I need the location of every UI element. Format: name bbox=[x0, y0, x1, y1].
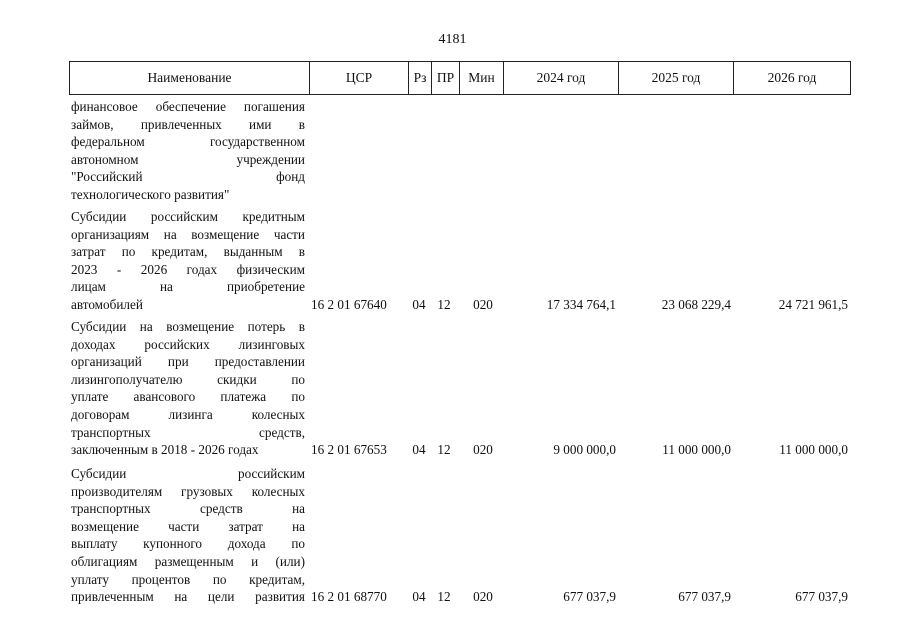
row-name-line: лизингополучателю скидки по bbox=[71, 371, 305, 387]
row-name bbox=[71, 318, 305, 459]
table-row bbox=[69, 465, 851, 607]
row-name-line: доходах российских лизинговых bbox=[71, 336, 305, 352]
header-pr: ПР bbox=[432, 62, 460, 94]
row-name-line: автономном учреждении bbox=[71, 151, 305, 167]
row-name-line: заключенным в 2018 - 2026 годах bbox=[71, 442, 259, 458]
header-name: Наименование bbox=[70, 62, 310, 94]
row-2026: 11 000 000,0 bbox=[779, 442, 848, 457]
row-2026: 24 721 961,5 bbox=[778, 297, 848, 312]
row-name-line: производителям грузовых колесных bbox=[71, 483, 305, 499]
row-name bbox=[71, 208, 305, 314]
header-2024: 2024 год bbox=[504, 62, 619, 94]
row-name bbox=[71, 98, 305, 204]
row-name-line: лицам на приобретение bbox=[71, 279, 305, 295]
row-name-line: Субсидии российским кредитным bbox=[71, 209, 305, 224]
row-csr: 16 2 01 67640 bbox=[311, 297, 387, 312]
row-name-line: привлеченным на цели развития bbox=[71, 589, 305, 605]
row-pr: 12 bbox=[437, 589, 451, 604]
row-min: 020 bbox=[473, 297, 493, 312]
row-min: 020 bbox=[473, 589, 493, 604]
row-name-line: возмещение части затрат на bbox=[71, 518, 305, 534]
header-min: Мин bbox=[460, 62, 504, 94]
header-csr: ЦСР bbox=[310, 62, 409, 94]
row-name-line: транспортных средств, bbox=[71, 424, 305, 440]
row-2024: 17 334 764,1 bbox=[546, 297, 616, 312]
row-2026: 677 037,9 bbox=[795, 589, 848, 604]
page-number: 4181 bbox=[438, 32, 467, 47]
table-row bbox=[69, 318, 851, 460]
row-2024: 677 037,9 bbox=[563, 589, 616, 604]
header-2026: 2026 год bbox=[767, 70, 817, 85]
row-name-line: договорам лизинга колесных bbox=[71, 406, 305, 422]
row-name-line: выплату купонного дохода по bbox=[71, 536, 305, 552]
row-name-line: Субсидии на возмещение потерь в bbox=[71, 319, 305, 334]
table-row bbox=[69, 98, 851, 204]
row-csr: 16 2 01 68770 bbox=[311, 589, 387, 604]
row-name-line: займов, привлеченных ими в bbox=[71, 116, 305, 132]
row-csr: 16 2 01 67653 bbox=[311, 442, 387, 457]
header-rz: Рз bbox=[409, 62, 432, 94]
row-2025: 11 000 000,0 bbox=[662, 442, 731, 457]
row-min: 020 bbox=[473, 442, 493, 457]
row-pr: 12 bbox=[437, 442, 451, 457]
row-name-line: транспортных средств на bbox=[71, 501, 305, 517]
row-name-line: затрат по кредитам, выданным в bbox=[71, 244, 305, 260]
row-2024: 9 000 000,0 bbox=[553, 442, 616, 457]
row-name-line: Субсидии российским bbox=[71, 466, 305, 481]
row-name-line: уплате авансового платежа по bbox=[71, 389, 305, 405]
row-name-line: организаций при предоставлении bbox=[71, 354, 305, 370]
row-rz: 04 bbox=[412, 297, 426, 312]
row-rz: 04 bbox=[412, 589, 426, 604]
row-name-line: уплату процентов по кредитам, bbox=[71, 571, 305, 587]
row-name-line: федеральном государственном bbox=[71, 134, 305, 150]
row-name-line: 2023 - 2026 годах физическим bbox=[71, 261, 305, 277]
row-rz: 04 bbox=[412, 442, 426, 457]
budget-table bbox=[69, 61, 851, 605]
row-name-line: облигациям размещенным и (или) bbox=[71, 553, 305, 569]
row-name-line: организациям на возмещение части bbox=[71, 226, 305, 242]
row-name bbox=[71, 465, 305, 606]
row-name-line: финансовое обеспечение погашения bbox=[71, 99, 305, 114]
row-name-line: технологического развития" bbox=[71, 186, 230, 202]
row-2025: 677 037,9 bbox=[678, 589, 731, 604]
table-header bbox=[69, 61, 851, 95]
row-2025: 23 068 229,4 bbox=[661, 297, 731, 312]
row-pr: 12 bbox=[437, 297, 451, 312]
row-name-line: "Российский фонд bbox=[71, 169, 305, 185]
header-2025: 2025 год bbox=[619, 62, 734, 94]
row-name-line: автомобилей bbox=[71, 296, 143, 312]
table-row bbox=[69, 208, 851, 314]
